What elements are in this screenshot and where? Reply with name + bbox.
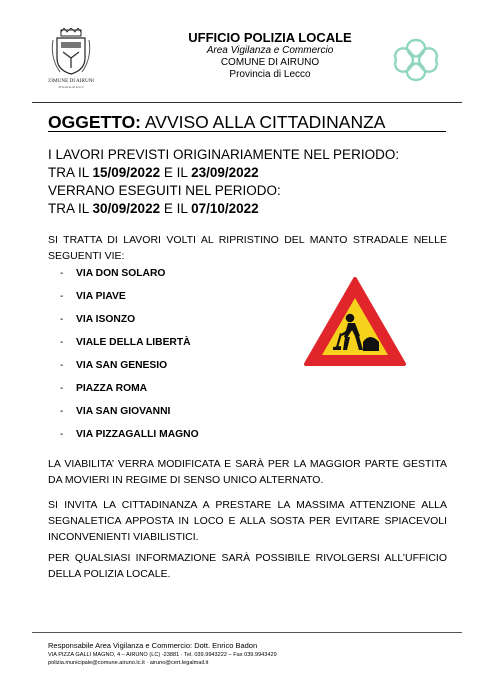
footer-address: VIA PIZZA GALLI MAGNO, 4 – AIRUNO (LC) -23881 · Tel. 039.9943222 – Fax 039.9943429 bbox=[48, 652, 277, 658]
list-item bbox=[60, 406, 280, 429]
street-name: VIA DON SOLARO bbox=[76, 268, 166, 279]
footer-responsible: Responsabile Area Vigilanza e Commercio: Dott. Enrico Badon bbox=[48, 641, 258, 650]
street-name: VIA PIZZAGALLI MAGNO bbox=[76, 429, 199, 440]
new-start-date: 30/09/2022 bbox=[92, 201, 161, 216]
list-item bbox=[60, 360, 280, 383]
subject-text: AVVISO ALLA CITTADINANZA bbox=[141, 112, 386, 132]
subject-underline bbox=[48, 131, 446, 132]
bullet-dash: - bbox=[60, 360, 64, 371]
header-divider bbox=[32, 102, 462, 103]
bullet-dash: - bbox=[60, 429, 64, 440]
bullet-dash: - bbox=[60, 314, 64, 325]
bullet-dash: - bbox=[60, 268, 64, 279]
polizia-knot-logo-icon bbox=[388, 36, 444, 84]
street-name: VIA ISONZO bbox=[76, 314, 136, 325]
crest-name-text: COMUNE DI AIRUNO bbox=[48, 78, 94, 84]
bullet-dash: - bbox=[60, 406, 64, 417]
list-item bbox=[60, 268, 280, 291]
list-item bbox=[60, 291, 280, 314]
subject-label: OGGETTO: bbox=[48, 112, 142, 132]
list-item bbox=[60, 429, 280, 452]
area-subtitle: Area Vigilanza e Commercio bbox=[206, 45, 334, 56]
period-notice bbox=[48, 146, 458, 218]
footer-divider bbox=[32, 632, 462, 633]
road-works-sign-icon bbox=[303, 276, 407, 368]
street-name: PIAZZA ROMA bbox=[76, 383, 148, 394]
attention-paragraph: SI INVITA LA CITTADINANZA A PRESTARE LA MASSIMA ATTENZIONE ALLA SEGNALETICA APPOSTA IN LOCO E ALLA SOSTA PER EVITARE SPIACEVOLI INCONVENIENTI VIABILISTICI. bbox=[48, 499, 447, 543]
street-list bbox=[60, 268, 280, 452]
bullet-dash: - bbox=[60, 291, 64, 302]
intro-line-2: TRA IL 15/09/2022 E IL 23/09/2022 bbox=[48, 165, 259, 180]
province-name: Provincia di Lecco bbox=[229, 69, 311, 80]
intro-line-3: VERRANO ESEGUITI NEL PERIODO: bbox=[48, 183, 281, 198]
information-paragraph: PER QUALSIASI INFORMAZIONE SARÀ POSSIBILE RIVOLGERSI ALL’UFFICIO DELLA POLIZIA LOCALE. bbox=[48, 552, 447, 580]
office-title: UFFICIO POLIZIA LOCALE bbox=[188, 30, 352, 45]
street-name: VIA SAN GIOVANNI bbox=[76, 406, 171, 417]
crest-province-text: Provincia di Lecco bbox=[58, 85, 84, 89]
bullet-dash: - bbox=[60, 383, 64, 394]
street-name: VIA PIAVE bbox=[76, 291, 126, 302]
list-item bbox=[60, 314, 280, 337]
page-header bbox=[140, 30, 400, 81]
street-name: VIA SAN GENESIO bbox=[76, 360, 168, 371]
municipality-name: COMUNE DI AIRUNO bbox=[220, 57, 320, 68]
footer-emails: polizia.municipale@comune.airuno.lc.it · airuno@cert.legalmail.it bbox=[48, 660, 209, 666]
intro-line-4: TRA IL 30/09/2022 E IL 07/10/2022 bbox=[48, 201, 259, 216]
page-footer bbox=[48, 640, 448, 667]
bullet-dash: - bbox=[60, 337, 64, 348]
works-description-paragraph: SI TRATTA DI LAVORI VOLTI AL RIPRISTINO DEL MANTO STRADALE NELLE SEGUENTI VIE: bbox=[48, 234, 447, 262]
original-end-date: 23/09/2022 bbox=[191, 165, 259, 180]
municipal-crest-icon bbox=[48, 28, 94, 90]
new-end-date: 07/10/2022 bbox=[191, 201, 259, 216]
list-item bbox=[60, 383, 280, 406]
subject-heading bbox=[48, 112, 385, 132]
intro-line-1: I LAVORI PREVISTI ORIGINARIAMENTE NEL PERIODO: bbox=[48, 147, 400, 162]
list-item bbox=[60, 337, 280, 360]
street-name: VIALE DELLA LIBERTÀ bbox=[76, 337, 191, 348]
traffic-paragraph: LA VIABILITA’ VERRA MODIFICATA E SARÀ PER LA MAGGIOR PARTE GESTITA DA MOVIERI IN REGIME DI SENSO UNICO ALTERNATO. bbox=[48, 458, 447, 486]
original-start-date: 15/09/2022 bbox=[92, 165, 161, 180]
